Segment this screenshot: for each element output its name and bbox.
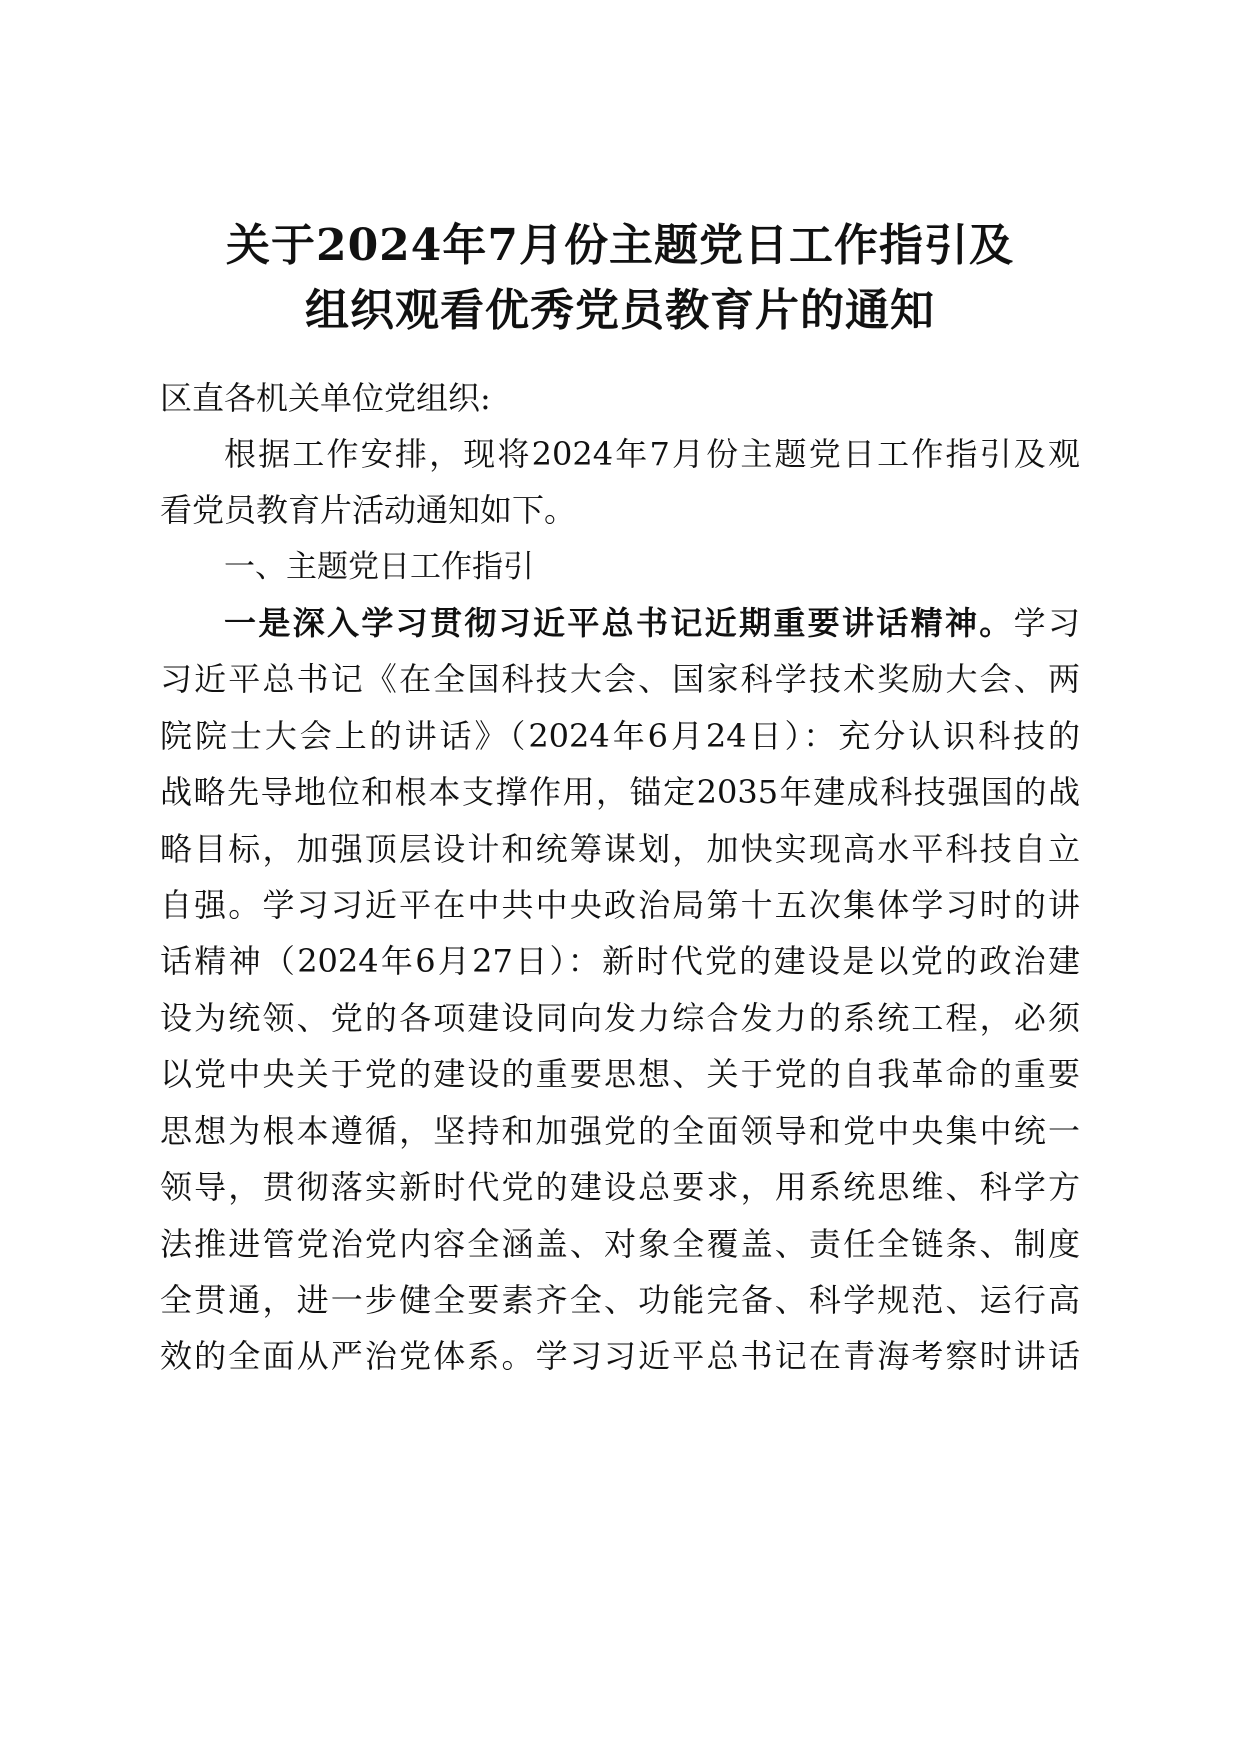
document-title-line-2: 组织观看优秀党员教育片的通知 — [305, 285, 935, 336]
salutation: 区直各机关单位党组织: — [160, 379, 491, 417]
intro-line-2: 看党员教育片活动通知如下。 — [160, 491, 577, 529]
para-1-line: 战略先导地位和根本支撑作用，锚定2035年建成科技强国的战 — [160, 773, 1080, 811]
para-1-line: 话精神（2024年6月27日）：新时代党的建设是以党的政治建 — [160, 942, 1080, 980]
para-1-line: 略目标，加强顶层设计和统筹谋划，加快实现高水平科技自立 — [160, 830, 1080, 868]
para-1-line: 习近平总书记《在全国科技大会、国家科学技术奖励大会、两 — [160, 660, 1080, 698]
para-1-line: 全贯通，进一步健全要素齐全、功能完备、科学规范、运行高 — [160, 1281, 1080, 1319]
para-1-line: 效的全面从严治党体系。学习习近平总书记在青海考察时讲话 — [160, 1337, 1080, 1375]
para-1-line: 法推进管党治党内容全涵盖、对象全覆盖、责任全链条、制度 — [160, 1225, 1080, 1263]
para-1-lead-line — [224, 603, 1080, 643]
intro-line-1: 根据工作安排，现将2024年7月份主题党日工作指引及观 — [224, 435, 1080, 473]
para-1-line: 设为统领、党的各项建设同向发力综合发力的系统工程，必须 — [160, 999, 1080, 1037]
para-1-line: 领导，贯彻落实新时代党的建设总要求，用系统思维、科学方 — [160, 1168, 1080, 1206]
para-1-line: 院院士大会上的讲话》（2024年6月24日）：充分认识科技的 — [160, 717, 1080, 755]
para-1-lead-rest: 学习 — [1013, 604, 1080, 642]
document-title-line-1: 关于2024年7月份主题党日工作指引及 — [225, 220, 1015, 271]
para-1-line: 思想为根本遵循，坚持和加强党的全面领导和党中央集中统一 — [160, 1112, 1080, 1150]
para-1-lead-bold: 一是深入学习贯彻习近平总书记近期重要讲话精神。 — [224, 604, 1014, 642]
para-1-line: 自强。学习习近平在中共中央政治局第十五次集体学习时的讲 — [160, 886, 1080, 924]
section-1-heading: 一、主题党日工作指引 — [224, 549, 534, 585]
para-1-line: 以党中央关于党的建设的重要思想、关于党的自我革命的重要 — [160, 1055, 1080, 1093]
